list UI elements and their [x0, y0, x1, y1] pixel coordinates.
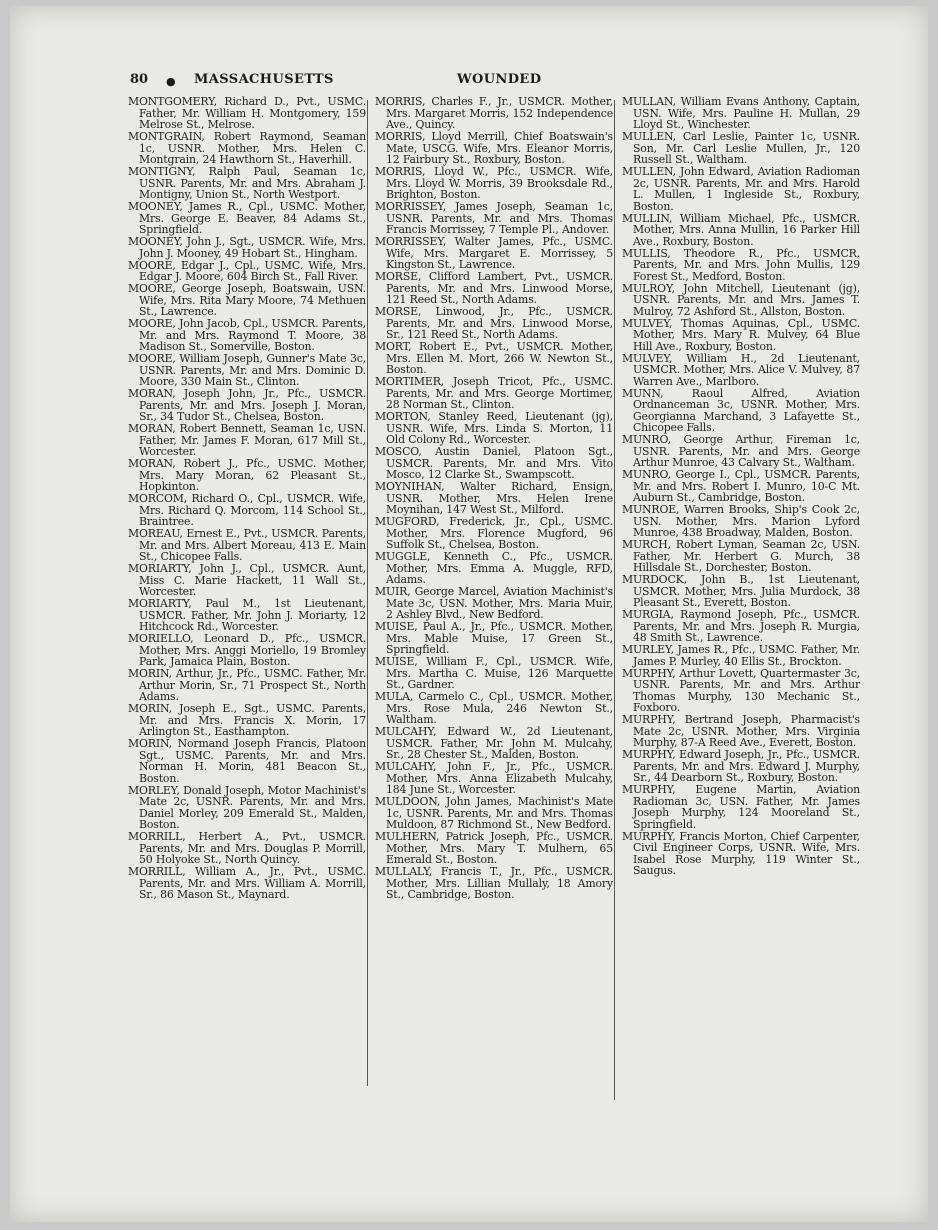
- entry-details: Warren Brooks, Ship's Cook 2c, USN. Mother, Mrs. Marion Lyford Munroe, 438 Broadway, Malden, Boston.: [633, 503, 860, 539]
- entry-details: John Edward, Aviation Radioman 2c, USNR. Parents, Mr. and Mrs. Harold L. Mullen, 1 Ingleside St., Roxbury, Boston.: [633, 165, 861, 213]
- surname: MURLEY,: [622, 643, 674, 656]
- surname: MUISE,: [375, 655, 418, 668]
- entry-details: Walter Richard, Ensign, USNR. Mother, Mrs. Helen Irene Moynihan, 147 West St., Milford.: [386, 480, 613, 516]
- casualty-entry: [375, 586, 613, 621]
- entry-details: George I., Cpl., USMCR. Parents, Mr. and Mrs. Robert I. Munro, 10-C Mt. Auburn St., Cambridge, Boston.: [633, 468, 860, 504]
- casualty-entry: [375, 306, 613, 341]
- surname: MORTIMER,: [375, 375, 445, 388]
- casualty-entry: [622, 353, 860, 388]
- entry-details: Stanley Reed, Lieutenant (jg), USNR. Wife, Mrs. Linda S. Morton, 11 Old Colony Rd., Worcester.: [386, 410, 613, 446]
- entry-details: Frederick, Jr., Cpl., USMC. Mother, Mrs. Florence Mugford, 96 Suffolk St., Chelsea, Boston.: [386, 515, 614, 551]
- casualty-entry: [622, 609, 860, 644]
- casualty-entry: [622, 318, 860, 353]
- column-divider-2: [614, 100, 615, 1100]
- surname: MUNRO,: [622, 433, 671, 446]
- surname: MUGFORD,: [375, 515, 440, 528]
- casualty-entry: [622, 96, 860, 131]
- entry-details: Robert Raymond, Seaman 1c, USNR. Mother, Mrs. Helen C. Montgrain, 24 Hawthorn St., Haverhill.: [139, 130, 366, 166]
- casualty-entry: [375, 551, 613, 586]
- entry-details: Lloyd W., Pfc., USMCR. Wife, Mrs. Lloyd W. Morris, 39 Brooksdale Rd., Brighton, Boston.: [386, 165, 613, 201]
- entry-details: Carmelo C., Cpl., USMCR. Mother, Mrs. Rose Mula, 246 Newton St., Waltham.: [386, 690, 613, 726]
- entry-details: Ralph Paul, Seaman 1c, USNR. Parents, Mr. and Mrs. Abraham J. Montigny, Union St., North Westport.: [139, 165, 366, 201]
- entry-details: George Arthur, Fireman 1c, USNR. Parents, Mr. and Mrs. George Arthur Munroe, 43 Calvary St., Waltham.: [633, 433, 860, 469]
- entry-details: John James, Machinist's Mate 1c, USNR. Parents, Mr. and Mrs. Thomas Muldoon, 87 Richmond St., New Bedford.: [386, 795, 613, 831]
- document-page: [10, 6, 928, 1222]
- entry-details: Bertrand Joseph, Pharmacist's Mate 2c, USNR. Mother, Mrs. Virginia Murphy, 87-A Reed Ave., Everett, Boston.: [633, 713, 860, 749]
- casualty-entry: [622, 388, 860, 434]
- surname: MOONEY,: [128, 235, 183, 248]
- entry-details: William Evans Anthony, Captain, USN. Wife, Mrs. Pauline H. Mullan, 29 Lloyd St., Winchester.: [633, 95, 861, 131]
- entry-details: John B., 1st Lieutenant, USMCR. Mother, Mrs. Julia Murdock, 38 Pleasant St., Everett, Boston.: [633, 573, 860, 609]
- surname: MORRIS,: [375, 95, 426, 108]
- surname: MOORE,: [128, 352, 176, 365]
- surname: MULLAN,: [622, 95, 676, 108]
- entry-details: John F., Jr., Pfc., USMCR. Mother, Mrs. Anna Elizabeth Mulcahy, 184 June St., Worcester.: [386, 760, 614, 796]
- column-2: [375, 96, 613, 901]
- casualty-entry: [128, 318, 366, 353]
- surname: MULLALY,: [375, 865, 433, 878]
- surname: MORAN,: [128, 387, 176, 400]
- surname: MULCAHY,: [375, 760, 437, 773]
- surname: MORSE,: [375, 270, 422, 283]
- surname: MURPHY,: [622, 783, 676, 796]
- surname: MORAN,: [128, 457, 176, 470]
- casualty-entry: [128, 283, 366, 318]
- casualty-entry: [375, 726, 613, 761]
- casualty-entry: [128, 866, 366, 901]
- casualty-entry: [128, 528, 366, 563]
- surname: MONTIGNY,: [128, 165, 196, 178]
- casualty-entry: [375, 656, 613, 691]
- entry-details: Edward Joseph, Jr., Pfc., USMCR. Parents, Mr. and Mrs. Edward J. Murphy, Sr., 44 Dearborn St., Roxbury, Boston.: [633, 748, 860, 784]
- entry-details: William H., 2d Lieutenant, USMCR. Mother, Mrs. Alice V. Mulvey, 87 Warren Ave., Marlboro.: [633, 351, 860, 388]
- surname: MURPHY,: [622, 713, 676, 726]
- surname: MORSE,: [375, 305, 422, 318]
- entry-details: Paul A., Jr., Pfc., USMCR. Mother, Mrs. Mable Muise, 17 Green St., Springfield.: [386, 620, 613, 656]
- casualty-entry: [622, 469, 860, 504]
- casualty-entry: [375, 516, 613, 551]
- entry-details: Ernest E., Pvt., USMCR. Parents, Mr. and Mrs. Albert Moreau, 413 E. Main St., Chicopee Falls.: [139, 527, 367, 563]
- casualty-entry: [128, 388, 366, 423]
- surname: MULROY,: [622, 281, 675, 295]
- surname: MOREAU,: [128, 527, 183, 540]
- casualty-entry: [128, 633, 366, 668]
- entry-details: Normand Joseph Francis, Platoon Sgt., USMC. Parents, Mr. and Mrs. Norman H. Morin, 481 Beacon St., Boston.: [139, 737, 366, 785]
- surname: MOORE,: [128, 258, 176, 272]
- surname: MOONEY,: [128, 200, 183, 213]
- casualty-entry: [375, 271, 613, 306]
- casualty-entry: [128, 260, 366, 283]
- casualty-entry: [375, 166, 613, 201]
- casualty-entry: [375, 201, 613, 236]
- surname: MULVEY,: [622, 316, 673, 330]
- entry-details: John J., Sgt., USMCR. Wife, Mrs. John J. Mooney, 49 Hobart St., Hingham.: [139, 235, 366, 260]
- entry-details: Joseph E., Sgt., USMC. Parents, Mr. and Mrs. Francis X. Morin, 17 Arlington St., Easthampton.: [139, 702, 366, 738]
- surname: MONTGOMERY,: [128, 95, 218, 108]
- casualty-entry: [128, 131, 366, 166]
- entry-details: Charles F., Jr., USMCR. Mother, Mrs. Margaret Morris, 152 Independence Ave., Quincy.: [386, 95, 614, 131]
- casualty-entry: [128, 563, 366, 598]
- entry-details: William Joseph, Gunner's Mate 3c, USNR. Parents, Mr. and Mrs. Dominic D. Moore, 330 Main St., Clinton.: [139, 352, 366, 388]
- entry-details: John J., Cpl., USMCR. Aunt, Miss C. Marie Hackett, 11 Wall St., Worcester.: [139, 562, 366, 598]
- surname: MORRILL,: [128, 865, 186, 878]
- surname: MOSCO,: [375, 445, 422, 458]
- entry-details: Richard D., Pvt., USMC. Father, Mr. William H. Montgomery, 159 Melrose St., Melrose.: [139, 95, 367, 131]
- entry-details: Theodore R., Pfc., USMCR. Parents, Mr. and Mrs. John Mullis, 129 Forest St., Medford, Boston.: [633, 246, 861, 283]
- entry-details: John Jacob, Cpl., USMCR. Parents, Mr. and Mrs. Raymond T. Moore, 38 Madison St., Somerville, Boston.: [139, 317, 366, 353]
- casualty-entry: [375, 446, 613, 481]
- surname: MULVEY,: [622, 351, 673, 365]
- surname: MORT,: [375, 340, 412, 353]
- entry-details: Raoul Alfred, Aviation Ordnanceman 3c, USNR. Mother, Mrs. Georgianna Marchand, 3 Lafayette St., Chicopee Falls.: [633, 386, 860, 434]
- column-3: [622, 96, 860, 877]
- casualty-entry: [375, 411, 613, 446]
- entry-details: William F., Cpl., USMCR. Wife, Mrs. Martha C. Muise, 126 Marquette St., Gardner.: [386, 655, 614, 691]
- surname: MULLIS,: [622, 246, 671, 260]
- casualty-entry: [622, 644, 860, 667]
- entry-details: Arthur Lovett, Quartermaster 3c, USNR. Parents, Mr. and Mrs. Arthur Thomas Murphy, 130 Mechanic St., Foxboro.: [633, 666, 861, 714]
- entry-details: Lloyd Merrill, Chief Boatswain's Mate, USCG. Wife, Mrs. Eleanor Morris, 12 Fairbury St., Roxbury, Boston.: [386, 130, 613, 166]
- casualty-entry: [375, 376, 613, 411]
- entry-details: Kenneth C., Pfc., USMCR. Mother, Mrs. Emma A. Muggle, RFD, Adams.: [386, 550, 613, 586]
- entry-details: Francis Morton, Chief Carpenter, Civil Engineer Corps, USNR. Wife, Mrs. Isabel Rose Murphy, 119 Winter St., Saugus.: [633, 829, 860, 877]
- casualty-entry: [128, 166, 366, 201]
- entry-details: Walter James, Pfc., USMC. Wife, Mrs. Margaret E. Morrissey, 5 Kingston St., Lawrence.: [386, 235, 613, 271]
- surname: MORIN,: [128, 737, 172, 750]
- surname: MONTGRAIN,: [128, 130, 205, 143]
- entry-details: Leonard D., Pfc., USMCR. Mother, Mrs. Anggi Moriello, 19 Bromley Park, Jamaica Plain, Boston.: [139, 632, 367, 668]
- surname: MULHERN,: [375, 830, 440, 843]
- surname: MULA,: [375, 690, 414, 703]
- surname: MORAN,: [128, 422, 176, 435]
- surname: MULLEN,: [622, 130, 676, 143]
- casualty-entry: [622, 668, 860, 714]
- entry-details: James R., Cpl., USMC. Mother, Mrs. George E. Beaver, 84 Adams St., Springfield.: [139, 200, 367, 236]
- surname: MUNROE,: [622, 503, 680, 516]
- state-heading: MASSACHUSETTS: [194, 72, 334, 87]
- entry-details: Richard O., Cpl., USMCR. Wife, Mrs. Richard Q. Morcom, 114 School St., Braintree.: [139, 492, 366, 528]
- entry-details: James R., Pfc., USMC. Father, Mr. James P. Murley, 40 Ellis St., Brockton.: [633, 643, 860, 668]
- casualty-entry: [128, 831, 366, 866]
- surname: MORRISSEY,: [375, 200, 447, 213]
- column-1: [128, 96, 366, 901]
- entry-details: James Joseph, Seaman 1c, USNR. Parents, Mr. and Mrs. Thomas Francis Morrissey, 7 Temple Pl., Andover.: [386, 200, 614, 236]
- surname: MORCOM,: [128, 492, 188, 505]
- entry-details: William Michael, Pfc., USMCR. Mother, Mrs. Anna Mullin, 16 Parker Hill Ave., Roxbury, Boston.: [633, 211, 860, 248]
- surname: MUIR,: [375, 585, 411, 598]
- surname: MOYNIHAN,: [375, 480, 445, 493]
- surname: MURGIA,: [622, 608, 674, 621]
- casualty-entry: [622, 213, 860, 248]
- surname: MULLIN,: [622, 211, 673, 225]
- casualty-entry: [128, 785, 366, 831]
- casualty-entry: [622, 248, 860, 283]
- entry-details: George Joseph, Boatswain, USN. Wife, Mrs. Rita Mary Moore, 74 Methuen St., Lawrence.: [139, 282, 366, 318]
- casualty-entry: [622, 749, 860, 784]
- page-header: [10, 72, 928, 92]
- casualty-entry: [375, 96, 613, 131]
- surname: MORIN,: [128, 667, 172, 680]
- entry-details: John Mitchell, Lieutenant (jg), USNR. Parents, Mr. and Mrs. James T. Mulroy, 72 Ashford St., Allston, Boston.: [633, 281, 861, 318]
- casualty-entry: [375, 481, 613, 516]
- casualty-entry: [622, 714, 860, 749]
- casualty-entry: [622, 574, 860, 609]
- casualty-entry: [128, 96, 366, 131]
- entry-details: William A., Jr., Pvt., USMC. Parents, Mr. and Mrs. William A. Morrill, Sr., 86 Mason St., Maynard.: [139, 865, 366, 901]
- surname: MURPHY,: [622, 666, 676, 680]
- entry-details: Clifford Lambert, Pvt., USMCR. Parents, Mr. and Mrs. Linwood Morse, 121 Reed St., North Adams.: [386, 270, 613, 306]
- entry-details: Robert Bennett, Seaman 1c, USN. Father, Mr. James F. Moran, 617 Mill St., Worcester.: [139, 422, 367, 458]
- casualty-entry: [622, 166, 860, 212]
- casualty-entry: [128, 458, 366, 493]
- entry-details: Robert E., Pvt., USMCR. Mother, Mrs. Ellen M. Mort, 266 W. Newton St., Boston.: [386, 340, 614, 376]
- surname: MURPHY,: [622, 829, 676, 843]
- surname: MORTON,: [375, 410, 431, 423]
- surname: MULCAHY,: [375, 725, 437, 738]
- entry-details: Paul M., 1st Lieutenant, USMCR. Father, Mr. John J. Moriarty, 12 Hitchcock Rd., Worcester.: [139, 597, 366, 633]
- casualty-entry: [128, 668, 366, 703]
- entry-details: Herbert A., Pvt., USMCR. Parents, Mr. and Mrs. Douglas P. Morrill, 50 Holyoke St., North Quincy.: [139, 830, 366, 866]
- bullet-separator: ●: [166, 75, 176, 88]
- surname: MORRIS,: [375, 130, 426, 143]
- surname: MORIELLO,: [128, 632, 194, 645]
- entry-details: Joseph Tricot, Pfc., USMC. Parents, Mr. and Mrs. George Mortimer, 28 Norman St., Clinton.: [386, 375, 614, 411]
- casualty-entry: [128, 236, 366, 259]
- surname: MUNRO,: [622, 468, 671, 481]
- casualty-entry: [375, 131, 613, 166]
- casualty-entry: [375, 761, 613, 796]
- casualty-entry: [128, 201, 366, 236]
- section-heading: WOUNDED: [457, 72, 542, 87]
- surname: MURCH,: [622, 538, 671, 551]
- page-number: 80: [130, 72, 149, 87]
- column-divider-1: [367, 100, 368, 1086]
- surname: MURDOCK,: [622, 573, 687, 586]
- entry-details: Robert J., Pfc., USMC. Mother, Mrs. Mary Moran, 62 Pleasant St., Hopkinton.: [139, 457, 367, 493]
- entry-details: Austin Daniel, Platoon Sgt., USMCR. Parents, Mr. and Mrs. Vito Mosco, 12 Clarke St., Swampscott.: [386, 445, 614, 481]
- surname: MORRIS,: [375, 165, 426, 178]
- casualty-entry: [128, 598, 366, 633]
- surname: MUNN,: [622, 386, 664, 400]
- surname: MORLEY,: [128, 783, 180, 797]
- entry-details: Raymond Joseph, Pfc., USMCR. Parents, Mr. and Mrs. Joseph R. Murgia, 48 Smith St., Lawrence.: [633, 608, 860, 644]
- casualty-entry: [375, 341, 613, 376]
- casualty-entry: [375, 866, 613, 901]
- casualty-entry: [375, 796, 613, 831]
- casualty-entry: [622, 539, 860, 574]
- entry-details: Patrick Joseph, Pfc., USMCR. Mother, Mrs. Mary T. Mulhern, 65 Emerald St., Boston.: [386, 830, 614, 866]
- entry-details: Eugene Martin, Aviation Radioman 3c, USN. Father, Mr. James Joseph Murphy, 124 Mooreland St., Springfield.: [633, 783, 860, 831]
- surname: MUISE,: [375, 620, 418, 633]
- casualty-entry: [128, 353, 366, 388]
- surname: MORIARTY,: [128, 597, 192, 610]
- entry-details: George Marcel, Aviation Machinist's Mate 3c, USN. Mother, Mrs. Maria Muir, 2 Ashley Blvd., New Bedford.: [386, 585, 613, 621]
- casualty-entry: [128, 703, 366, 738]
- casualty-entry: [375, 691, 613, 726]
- casualty-entry: [128, 423, 366, 458]
- casualty-entry: [375, 621, 613, 656]
- casualty-entry: [128, 493, 366, 528]
- casualty-entry: [622, 831, 860, 877]
- surname: MORRISSEY,: [375, 235, 447, 248]
- casualty-entry: [622, 283, 860, 318]
- entry-details: Edgar J., Cpl., USMC. Wife, Mrs. Edgar J. Moore, 604 Birch St., Fall River.: [139, 258, 366, 283]
- surname: MURPHY,: [622, 748, 676, 761]
- surname: MORIN,: [128, 702, 172, 715]
- entry-details: Joseph John, Jr., Pfc., USMCR. Parents, Mr. and Mrs. Joseph J. Moran, Sr., 34 Tudor St., Chelsea, Boston.: [139, 387, 367, 423]
- surname: MOORE,: [128, 282, 176, 295]
- casualty-entry: [375, 236, 613, 271]
- surname: MORIARTY,: [128, 562, 192, 575]
- casualty-entry: [375, 831, 613, 866]
- entry-details: Carl Leslie, Painter 1c, USNR. Son, Mr. Carl Leslie Mullen, Jr., 120 Russell St., Waltham.: [633, 130, 860, 166]
- surname: MORRILL,: [128, 830, 186, 843]
- surname: MULDOON,: [375, 795, 441, 808]
- casualty-entry: [622, 784, 860, 830]
- surname: MUGGLE,: [375, 550, 431, 563]
- entry-details: Donald Joseph, Motor Machinist's Mate 2c, USNR. Parents, Mr. and Mrs. Daniel Morley, 209 Emerald St., Malden, Boston.: [139, 783, 367, 831]
- casualty-entry: [128, 738, 366, 784]
- entry-details: Arthur, Jr., Pfc., USMC. Father, Mr. Arthur Morin, Sr., 71 Prospect St., North Adams.: [139, 667, 367, 703]
- surname: MOORE,: [128, 317, 176, 330]
- casualty-entry: [622, 504, 860, 539]
- entry-details: Francis T., Jr., Pfc., USMCR. Mother, Mrs. Lillian Mullaly, 18 Amory St., Cambridge, Boston.: [386, 865, 613, 901]
- surname: MULLEN,: [622, 165, 676, 178]
- casualty-entry: [622, 434, 860, 469]
- entry-details: Thomas Aquinas, Cpl., USMC. Mother, Mrs. Mary R. Mulvey, 64 Blue Hill Ave., Roxbury, Boston.: [633, 316, 860, 353]
- entry-details: Robert Lyman, Seaman 2c, USN. Father, Mr. Herbert G. Murch, 38 Hillsdale St., Dorchester, Boston.: [633, 538, 860, 574]
- casualty-entry: [622, 131, 860, 166]
- entry-details: Linwood, Jr., Pfc., USMCR. Parents, Mr. and Mrs. Linwood Morse, Sr., 121 Reed St., North Adams.: [386, 305, 613, 341]
- entry-details: Edward W., 2d Lieutenant, USMCR. Father, Mr. John M. Mulcahy, Sr., 28 Chester St., Malden, Boston.: [386, 725, 613, 761]
